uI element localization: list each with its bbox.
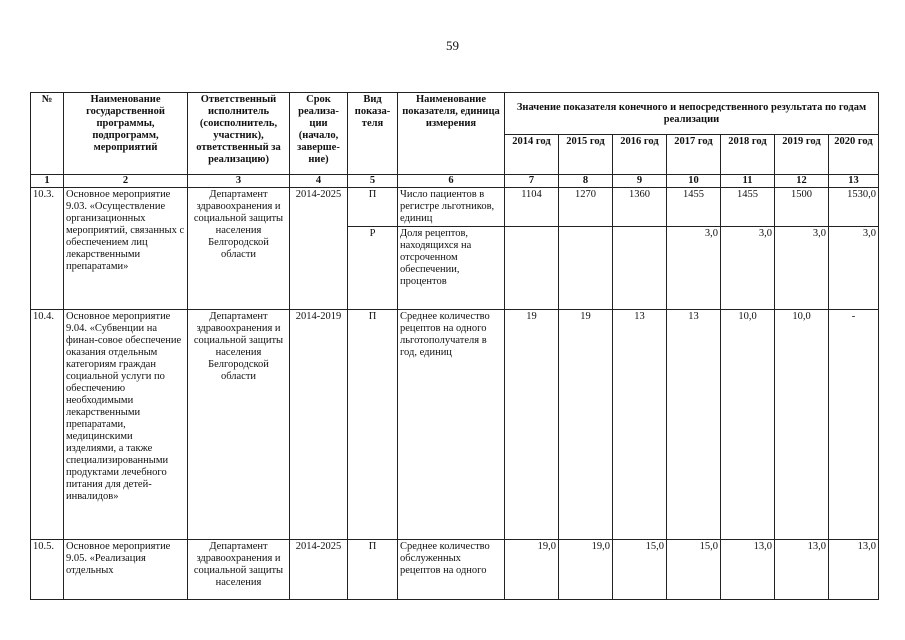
row-num: 10.5.	[31, 540, 64, 600]
header-year: 2015 год	[559, 135, 613, 175]
header-values-group: Значение показателя конечного и непосредственного результата по годам реализации	[505, 93, 879, 135]
value-cell	[559, 227, 613, 310]
col-number: 9	[613, 175, 667, 188]
header-row	[31, 93, 879, 135]
header-name: Наименование государственной программы, подпрограмм, мероприятий	[64, 93, 188, 175]
value-cell	[613, 227, 667, 310]
value-cell: 1455	[667, 188, 721, 227]
value-cell: 1360	[613, 188, 667, 227]
value-cell: 19,0	[505, 540, 559, 600]
table-row	[31, 540, 879, 600]
header-year: 2020 год	[829, 135, 879, 175]
row-executor: Департамент здравоохранения и социальной защиты населения Белгородской области	[188, 310, 290, 540]
row-name: Основное мероприятие 9.04. «Субвенции на финан-совое обеспечение оказания отдельным категориям граждан социальной услуги по обеспечению необходимыми лекарственными препаратами, медицинскими изделиями, а также специализированными продуктами лечебного питания для детей-инвалидов»	[64, 310, 188, 540]
col-number: 7	[505, 175, 559, 188]
value-cell: 15,0	[613, 540, 667, 600]
value-cell: 3,0	[667, 227, 721, 310]
value-cell: 13	[613, 310, 667, 540]
table-row	[31, 188, 879, 227]
col-number: 12	[775, 175, 829, 188]
value-cell: 1500	[775, 188, 829, 227]
row-term: 2014-2019	[290, 310, 348, 540]
col-number: 5	[348, 175, 398, 188]
row-term: 2014-2025	[290, 540, 348, 600]
indicators-table	[30, 92, 879, 600]
col-number: 1	[31, 175, 64, 188]
value-cell: 13,0	[721, 540, 775, 600]
col-number: 13	[829, 175, 879, 188]
row-name: Основное мероприятие 9.05. «Реализация отдельных	[64, 540, 188, 600]
value-cell: 19	[505, 310, 559, 540]
value-cell: 1104	[505, 188, 559, 227]
value-cell: -	[829, 310, 879, 540]
indicator-type: П	[348, 540, 398, 600]
header-year: 2019 год	[775, 135, 829, 175]
table-row	[31, 310, 879, 540]
value-cell: 13,0	[829, 540, 879, 600]
row-executor: Департамент здравоохранения и социальной защиты населения	[188, 540, 290, 600]
value-cell: 10,0	[721, 310, 775, 540]
col-number: 4	[290, 175, 348, 188]
value-cell: 15,0	[667, 540, 721, 600]
header-term: Срок реализа-ции (начало, заверше-ние)	[290, 93, 348, 175]
header-executor: Ответственный исполнитель (соисполнитель, участник), ответственный за реализацию)	[188, 93, 290, 175]
header-year: 2018 год	[721, 135, 775, 175]
column-number-row	[31, 175, 879, 188]
col-number: 2	[64, 175, 188, 188]
header-year: 2017 год	[667, 135, 721, 175]
header-year: 2016 год	[613, 135, 667, 175]
row-num: 10.4.	[31, 310, 64, 540]
row-executor: Департамент здравоохранения и социальной защиты населения Белгородской области	[188, 188, 290, 310]
indicator-type: П	[348, 188, 398, 227]
indicator-name: Число пациентов в регистре льготников, единиц	[398, 188, 505, 227]
row-name: Основное мероприятие 9.03. «Осуществление организационных мероприятий, связанных с обеспечением лиц лекарственными препаратами»	[64, 188, 188, 310]
value-cell	[505, 227, 559, 310]
indicator-type: П	[348, 310, 398, 540]
indicator-name: Среднее количество рецептов на одного льготополучателя в год, единиц	[398, 310, 505, 540]
header-indicator: Наименование показателя, единица измерения	[398, 93, 505, 175]
value-cell: 1530,0	[829, 188, 879, 227]
header-type: Вид показа-теля	[348, 93, 398, 175]
value-cell: 3,0	[721, 227, 775, 310]
value-cell: 1270	[559, 188, 613, 227]
row-num: 10.3.	[31, 188, 64, 310]
value-cell: 19,0	[559, 540, 613, 600]
indicator-name: Доля рецептов, находящихся на отсроченном обеспечении, процентов	[398, 227, 505, 310]
header-num: №	[31, 93, 64, 175]
value-cell: 13,0	[775, 540, 829, 600]
value-cell: 1455	[721, 188, 775, 227]
indicator-type: Р	[348, 227, 398, 310]
value-cell: 13	[667, 310, 721, 540]
indicator-name: Среднее количество обслуженных рецептов на одного	[398, 540, 505, 600]
col-number: 3	[188, 175, 290, 188]
row-term: 2014-2025	[290, 188, 348, 310]
value-cell: 3,0	[775, 227, 829, 310]
col-number: 11	[721, 175, 775, 188]
col-number: 8	[559, 175, 613, 188]
header-year: 2014 год	[505, 135, 559, 175]
col-number: 6	[398, 175, 505, 188]
col-number: 10	[667, 175, 721, 188]
value-cell: 19	[559, 310, 613, 540]
page-number: 59	[446, 38, 459, 53]
value-cell: 3,0	[829, 227, 879, 310]
value-cell: 10,0	[775, 310, 829, 540]
